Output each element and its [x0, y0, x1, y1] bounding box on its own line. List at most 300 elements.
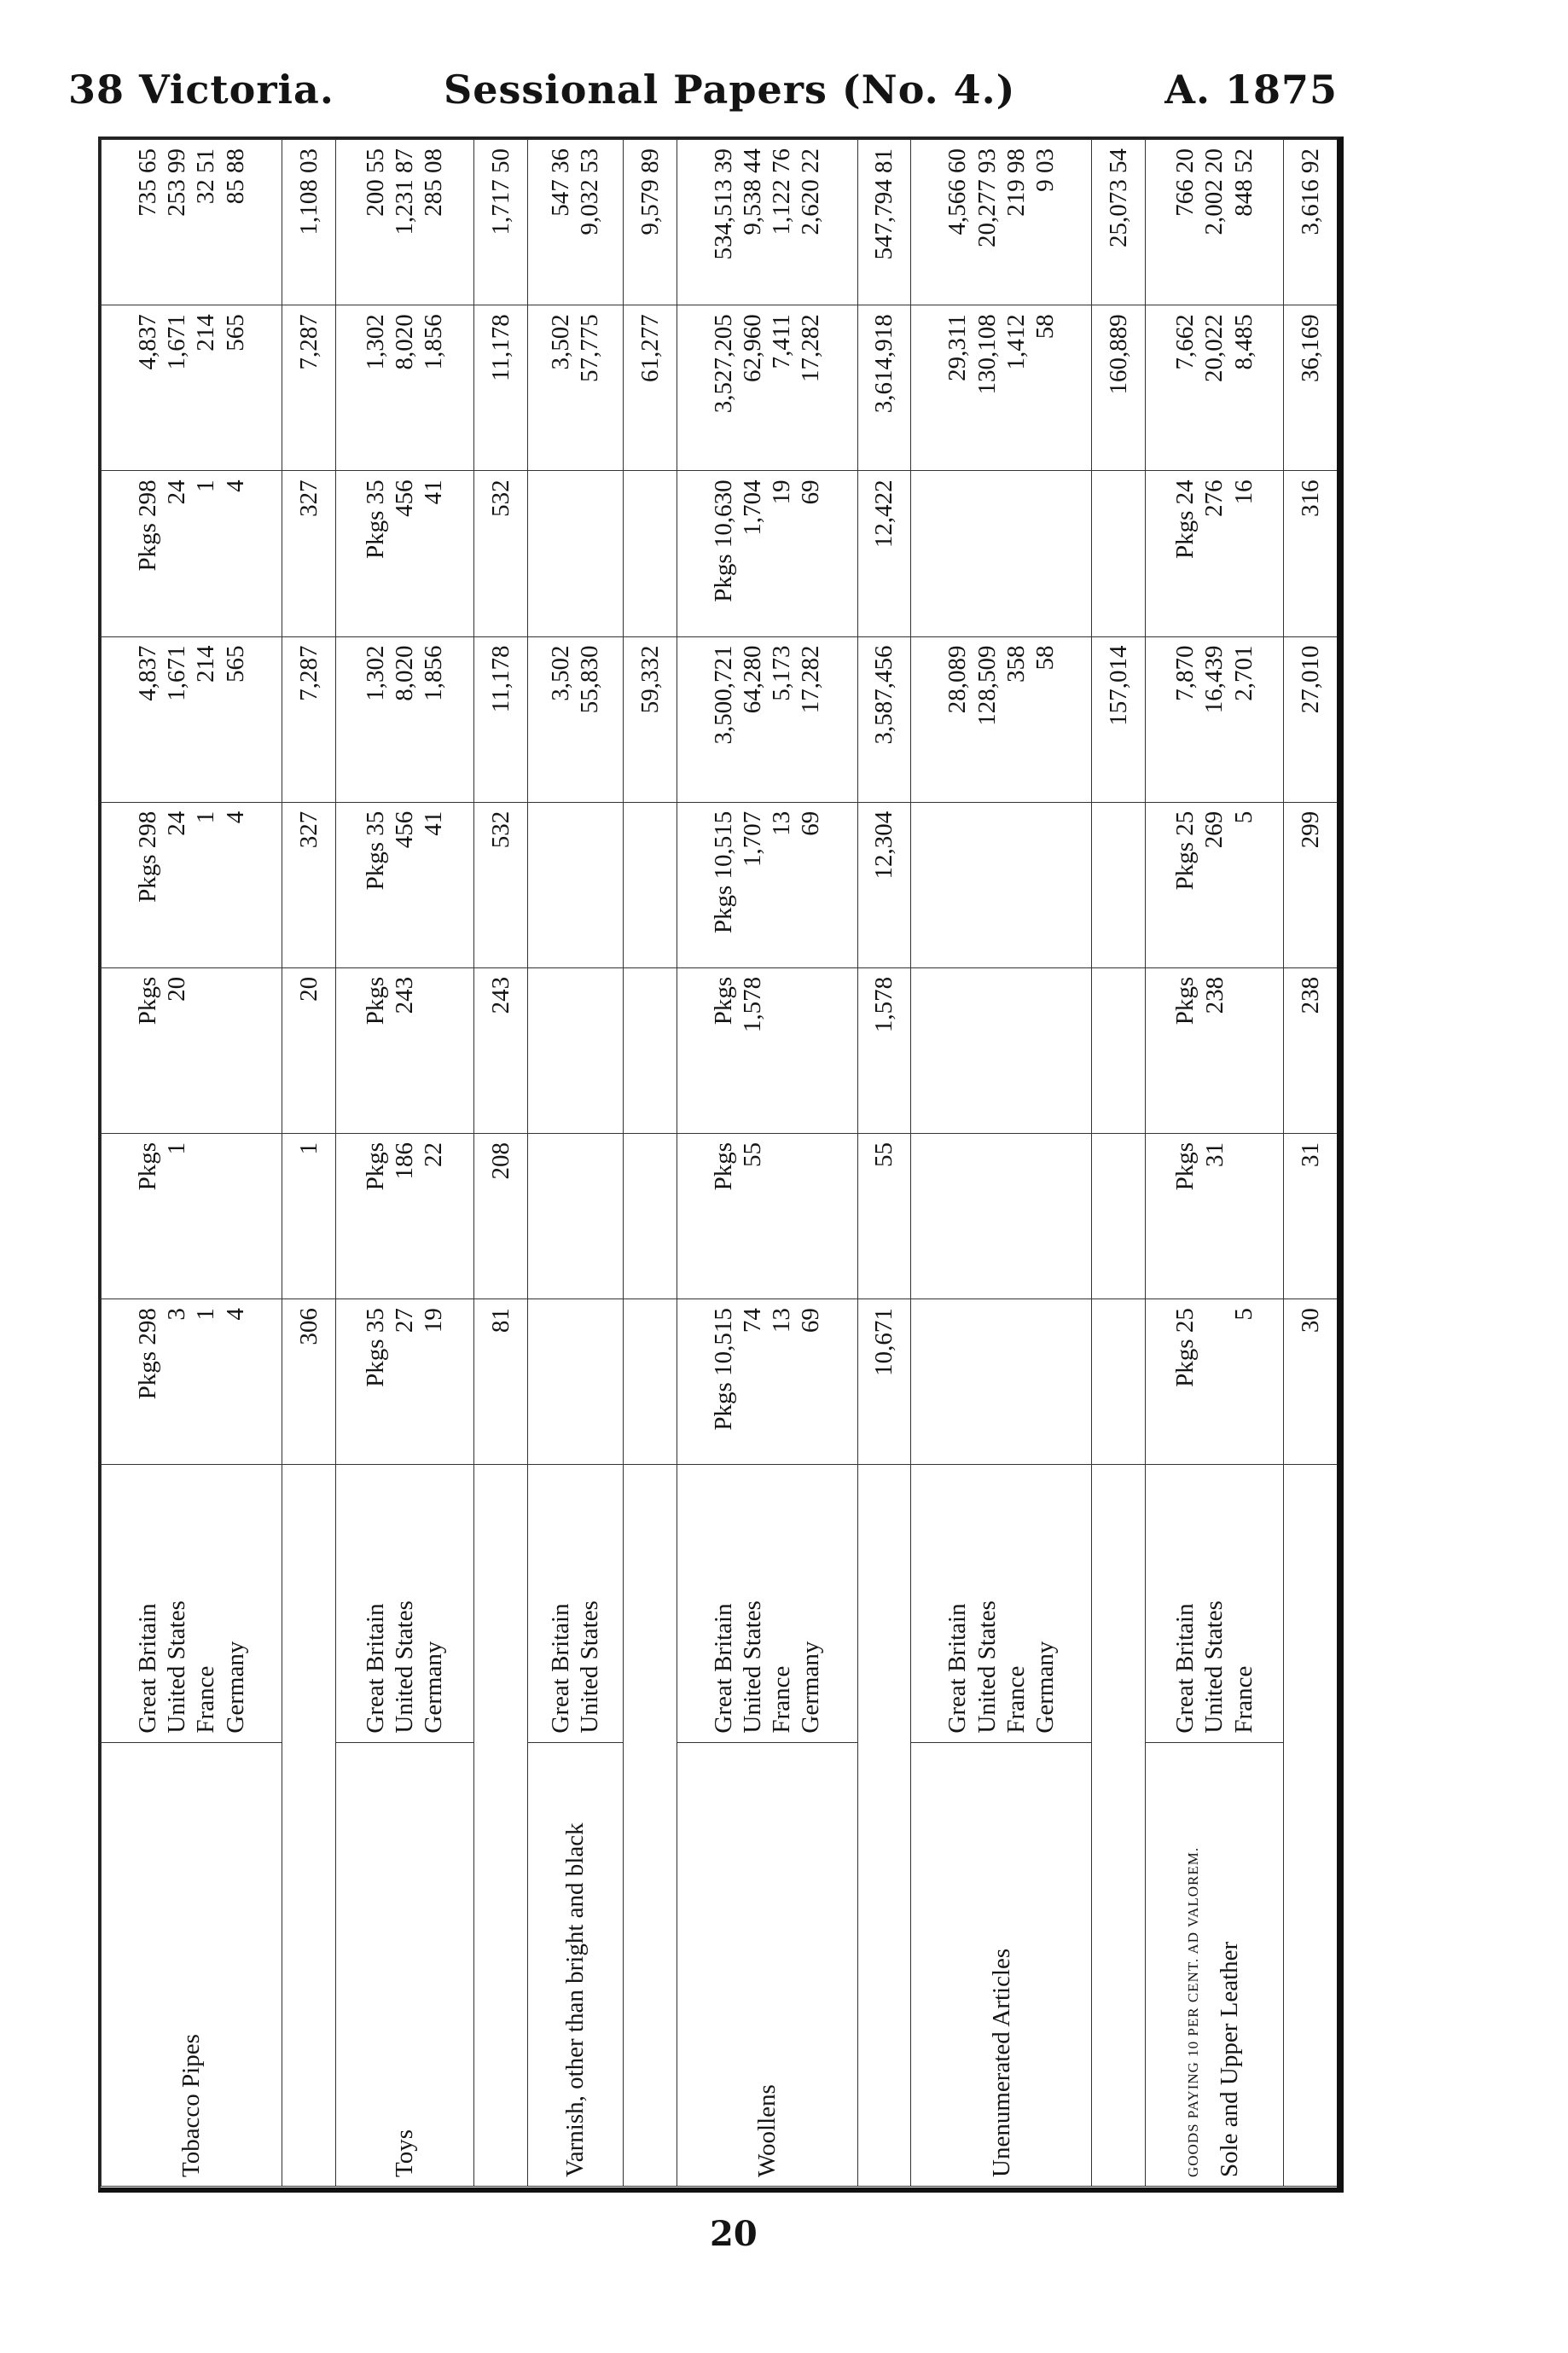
total-value: 1,578 [857, 967, 911, 1133]
value [575, 479, 604, 627]
value-cell [102, 802, 282, 967]
value [944, 977, 973, 1124]
total-value: 157,014 [1092, 636, 1146, 802]
value: 17,282 [797, 645, 825, 714]
value: Pkgs 25 [1171, 1308, 1199, 1387]
value: 58 [1031, 645, 1060, 671]
total-value: 306 [282, 1299, 335, 1465]
value-cell [677, 802, 857, 967]
article-name: Sole and Upper Leather [1215, 1941, 1243, 2177]
value: 1,707 [738, 810, 766, 867]
total-value: 208 [473, 1134, 527, 1299]
value: 1,856 [420, 314, 448, 370]
value-cell [1146, 636, 1284, 802]
value-cell [1146, 802, 1284, 967]
total-value: 10,671 [857, 1299, 911, 1465]
value [944, 1142, 973, 1290]
value: 2,701 [1229, 645, 1257, 701]
value: 24 [163, 479, 191, 505]
value [575, 1142, 604, 1290]
value [1002, 479, 1031, 627]
country-name: Great Britain [944, 1603, 972, 1734]
value: 57,775 [576, 314, 604, 382]
value-cell [335, 305, 473, 471]
article-cell [527, 1742, 623, 2186]
total-value: 327 [282, 802, 335, 967]
total-value: 36,169 [1284, 305, 1338, 471]
total-row [473, 140, 527, 2187]
value [973, 1308, 1002, 1455]
value: 285 08 [420, 148, 448, 217]
value-cell [102, 305, 282, 471]
value: Pkgs 25 [1171, 810, 1199, 891]
total-row [282, 140, 335, 2187]
value [546, 1308, 575, 1455]
value-cell [1146, 140, 1284, 305]
value: 4 [221, 479, 249, 492]
section-row [1146, 140, 1284, 2187]
value-cell [677, 471, 857, 636]
value: 20,022 [1200, 314, 1228, 382]
value-cell [527, 140, 623, 305]
value [546, 479, 575, 627]
table-frame [98, 137, 1344, 2193]
value: 1,302 [361, 314, 389, 370]
total-value [1092, 471, 1146, 636]
value-cell [335, 140, 473, 305]
value [973, 479, 1002, 627]
total-value: 11,178 [473, 636, 527, 802]
value-cell [102, 967, 282, 1133]
value-cell [102, 1134, 282, 1299]
value-cell [677, 140, 857, 305]
value: 5,173 [768, 645, 796, 701]
value: Pkgs [709, 1142, 737, 1191]
value: 19 [420, 1308, 448, 1333]
value-cell [911, 802, 1092, 967]
total-value: 7,287 [282, 305, 335, 471]
value-cell [911, 1134, 1092, 1299]
value: Pkgs 10,630 [709, 479, 737, 602]
value: 456 [391, 479, 419, 517]
article-cell [102, 1742, 282, 2186]
total-value: 12,422 [857, 471, 911, 636]
value: 534,513 39 [709, 148, 737, 260]
country-cell [335, 1465, 473, 1742]
value-cell [102, 140, 282, 305]
value: Pkgs [1171, 976, 1199, 1025]
value: 58 [1031, 314, 1060, 340]
value: 1,122 76 [768, 148, 796, 235]
total-value [624, 967, 677, 1133]
value: 9 03 [1031, 148, 1060, 192]
total-value: 299 [1284, 802, 1338, 967]
value: 1,412 [1002, 314, 1030, 370]
total-value: 327 [282, 471, 335, 636]
total-value: 61,277 [624, 305, 677, 471]
total-value: 532 [473, 802, 527, 967]
value: Pkgs [361, 976, 389, 1025]
value: 766 20 [1171, 148, 1199, 217]
total-value: 25,073 54 [1092, 140, 1146, 305]
value [767, 1142, 796, 1290]
country-name: United States [1200, 1601, 1228, 1734]
total-row [1092, 140, 1146, 2187]
value [944, 811, 973, 959]
country-name: United States [163, 1601, 191, 1734]
total-value: 3,616 92 [1284, 140, 1338, 305]
total-value: 1,108 03 [282, 140, 335, 305]
value [546, 977, 575, 1124]
value: 4 [221, 1308, 249, 1321]
value: 253 99 [163, 148, 191, 217]
value: 276 [1200, 479, 1228, 517]
value [1002, 1142, 1031, 1290]
total-value: 12,304 [857, 802, 911, 967]
value: 9,538 44 [738, 148, 766, 235]
value-cell [1146, 967, 1284, 1133]
value: Pkgs 10,515 [709, 810, 737, 934]
value: 69 [797, 479, 825, 505]
value-cell [911, 140, 1092, 305]
total-value [624, 1134, 677, 1299]
value [221, 1142, 250, 1290]
value: 28,089 [944, 645, 972, 714]
country-name: Germany [797, 1641, 825, 1734]
total-value [624, 1299, 677, 1465]
section-row [677, 140, 857, 2187]
value: 22 [420, 1142, 448, 1167]
total-blank [282, 1465, 335, 2187]
value-cell [335, 1134, 473, 1299]
value-cell [335, 471, 473, 636]
value: 186 [391, 1142, 419, 1180]
value: 17,282 [797, 314, 825, 382]
article-name: Tobacco Pipes [177, 2034, 206, 2177]
article-cell [911, 1742, 1092, 2186]
total-value: 316 [1284, 471, 1338, 636]
value: 269 [1200, 810, 1228, 849]
value: 565 [221, 314, 249, 351]
value [1031, 479, 1060, 627]
section-subheading: GOODS PAYING 10 PER CENT. AD VALOREM. [1185, 1846, 1202, 2177]
article-cell [677, 1742, 857, 2186]
value-cell [1146, 305, 1284, 471]
country-name: United States [738, 1601, 766, 1734]
country-name: France [192, 1665, 220, 1734]
value: 1,856 [420, 645, 448, 701]
article-name: Toys [391, 2129, 419, 2177]
value: 69 [797, 810, 825, 836]
total-value: 1,717 50 [473, 140, 527, 305]
value-cell [677, 636, 857, 802]
value: 32 51 [192, 148, 220, 205]
value [192, 977, 221, 1124]
value-cell [911, 636, 1092, 802]
value: 130,108 [973, 314, 1001, 395]
section-row [911, 140, 1092, 2187]
country-name: France [1002, 1665, 1030, 1734]
value [1200, 1308, 1229, 1455]
value-cell [677, 1134, 857, 1299]
total-value: 27,010 [1284, 636, 1338, 802]
value: 5 [1229, 1308, 1257, 1321]
total-value [624, 802, 677, 967]
article-name: Varnish, other than bright and black [561, 1822, 589, 2177]
value: 4,837 [133, 645, 161, 701]
value [944, 1308, 973, 1455]
total-value: 9,579 89 [624, 140, 677, 305]
article-cell [1146, 1742, 1284, 2186]
total-value: 55 [857, 1134, 911, 1299]
value: 456 [391, 810, 419, 849]
value: Pkgs 35 [361, 479, 389, 560]
value [973, 977, 1002, 1124]
section-row [527, 140, 623, 2187]
value: 1 [192, 479, 220, 492]
header-center: Sessional Papers (No. 4.) [444, 67, 1016, 113]
value-cell [527, 305, 623, 471]
value [1031, 1142, 1060, 1290]
value: 41 [420, 810, 448, 836]
value [973, 1142, 1002, 1290]
value: 41 [420, 479, 448, 505]
value: 55 [739, 1142, 767, 1167]
value: 565 [221, 645, 249, 683]
header-left: 38 Victoria. [68, 67, 334, 113]
country-name: Great Britain [1171, 1603, 1199, 1734]
value-cell [102, 1299, 282, 1465]
value: 7,411 [768, 314, 796, 369]
value: 219 98 [1002, 148, 1030, 217]
country-cell [911, 1465, 1092, 1742]
total-row [1284, 140, 1338, 2187]
value: 1 [192, 1308, 220, 1321]
value: 1,671 [163, 314, 191, 370]
value-cell [102, 471, 282, 636]
page-header [0, 67, 1568, 126]
value-cell [527, 471, 623, 636]
value-cell [335, 636, 473, 802]
country-name: Great Britain [133, 1603, 161, 1734]
value-cell [527, 1299, 623, 1465]
total-value: 532 [473, 471, 527, 636]
total-value: 3,587,456 [857, 636, 911, 802]
value: 547 36 [547, 148, 575, 217]
total-value: 547,794 81 [857, 140, 911, 305]
value: Pkgs 35 [361, 1308, 389, 1387]
total-value [1092, 802, 1146, 967]
value [973, 811, 1002, 959]
page-number: 20 [710, 2214, 758, 2254]
value: 16,439 [1200, 645, 1228, 714]
total-row [857, 140, 911, 2187]
total-value [1092, 967, 1146, 1133]
value: 85 88 [221, 148, 249, 205]
value [796, 977, 825, 1124]
value: Pkgs 298 [133, 479, 161, 572]
value-cell [911, 1299, 1092, 1465]
total-value: 238 [1284, 967, 1338, 1133]
value-cell [335, 967, 473, 1133]
value: Pkgs [134, 976, 162, 1025]
value: 1 [163, 1142, 191, 1155]
value [1002, 1308, 1031, 1455]
value [575, 811, 604, 959]
country-cell [1146, 1465, 1284, 1742]
value: 4 [221, 810, 249, 824]
value [1031, 1308, 1060, 1455]
total-value: 30 [1284, 1299, 1338, 1465]
country-name: Germany [221, 1641, 249, 1734]
value-cell [911, 471, 1092, 636]
value: 2,620 22 [797, 148, 825, 235]
value: 13 [768, 810, 796, 836]
value-cell [335, 1299, 473, 1465]
value-cell [527, 636, 623, 802]
value: Pkgs [709, 976, 737, 1025]
value-cell [102, 636, 282, 802]
value-cell [1146, 471, 1284, 636]
total-value: 7,287 [282, 636, 335, 802]
value: 735 65 [133, 148, 161, 217]
value: 4,837 [133, 314, 161, 370]
value: 19 [768, 479, 796, 505]
value [221, 977, 250, 1124]
value [1002, 811, 1031, 959]
value [192, 1142, 221, 1290]
value: 8,485 [1229, 314, 1257, 370]
country-name: United States [973, 1601, 1001, 1734]
value-cell [911, 305, 1092, 471]
value: Pkgs [134, 1142, 162, 1191]
value: Pkgs 298 [133, 810, 161, 903]
value: 1,671 [163, 645, 191, 701]
value: 29,311 [944, 314, 972, 381]
value: 20 [163, 976, 191, 1002]
value: 74 [738, 1308, 766, 1333]
value: 16 [1229, 479, 1257, 505]
value: 1,231 87 [391, 148, 419, 235]
value [1229, 1142, 1258, 1290]
value-cell [677, 967, 857, 1133]
value: 214 [192, 314, 220, 351]
total-value [1092, 1299, 1146, 1465]
returns-table [101, 139, 1338, 2187]
value [546, 811, 575, 959]
total-value: 1 [282, 1134, 335, 1299]
value [546, 1142, 575, 1290]
value: 128,509 [973, 645, 1001, 726]
value: 4,566 60 [944, 148, 972, 235]
total-value: 31 [1284, 1134, 1338, 1299]
value [796, 1142, 825, 1290]
value: 9,032 53 [576, 148, 604, 235]
value [575, 977, 604, 1124]
value: 238 [1200, 976, 1228, 1014]
value-cell [527, 967, 623, 1133]
value-cell [677, 1299, 857, 1465]
value: 243 [391, 976, 419, 1014]
total-value: 11,178 [473, 305, 527, 471]
value [1229, 977, 1258, 1124]
value: 13 [768, 1308, 796, 1333]
value [1002, 977, 1031, 1124]
value-cell [677, 305, 857, 471]
value: Pkgs 10,515 [709, 1308, 737, 1431]
total-value: 59,332 [624, 636, 677, 802]
total-row [624, 140, 677, 2187]
total-value: 243 [473, 967, 527, 1133]
country-name: Great Britain [547, 1603, 575, 1734]
total-value: 20 [282, 967, 335, 1133]
table-body [102, 140, 1338, 2187]
section-row [335, 140, 473, 2187]
value: 1,704 [738, 479, 766, 536]
value: 214 [192, 645, 220, 683]
value: 7,662 [1171, 314, 1199, 370]
value-cell [1146, 1134, 1284, 1299]
value-cell [527, 1134, 623, 1299]
value: 5 [1229, 810, 1257, 824]
value-cell [911, 967, 1092, 1133]
value-cell [527, 802, 623, 967]
value: 3 [163, 1308, 191, 1321]
value [944, 479, 973, 627]
value-cell [1146, 1299, 1284, 1465]
value: 24 [163, 810, 191, 836]
value: Pkgs 24 [1171, 479, 1199, 560]
value: 64,280 [738, 645, 766, 714]
header-right: A. 1875 [1164, 67, 1338, 113]
value: 62,960 [738, 314, 766, 382]
total-blank [1284, 1465, 1338, 2187]
value: Pkgs 35 [361, 810, 389, 891]
value: 31 [1200, 1142, 1228, 1167]
value: 2,002 20 [1200, 148, 1228, 235]
value [419, 977, 448, 1124]
value: 3,502 [547, 645, 575, 701]
value [1031, 977, 1060, 1124]
country-cell [102, 1465, 282, 1742]
total-value: 81 [473, 1299, 527, 1465]
country-name: Great Britain [361, 1603, 389, 1734]
total-value: 160,889 [1092, 305, 1146, 471]
value: 27 [391, 1308, 419, 1333]
value-cell [335, 802, 473, 967]
value: 848 52 [1229, 148, 1257, 217]
total-value [624, 471, 677, 636]
value: Pkgs [1171, 1142, 1199, 1191]
country-name: France [1229, 1665, 1257, 1734]
value: 1 [192, 810, 220, 824]
country-cell [527, 1465, 623, 1742]
total-blank [857, 1465, 911, 2187]
value: 8,020 [391, 314, 419, 370]
value: 3,502 [547, 314, 575, 370]
value [575, 1308, 604, 1455]
value [1031, 811, 1060, 959]
value: 1,578 [739, 976, 767, 1033]
total-blank [624, 1465, 677, 2187]
value: 3,527,205 [709, 314, 737, 414]
country-name: United States [576, 1601, 604, 1734]
country-name: Germany [1031, 1641, 1060, 1734]
value: Pkgs 298 [133, 1308, 161, 1400]
value: 200 55 [361, 148, 389, 217]
value: 1,302 [361, 645, 389, 701]
value: 7,870 [1171, 645, 1199, 701]
